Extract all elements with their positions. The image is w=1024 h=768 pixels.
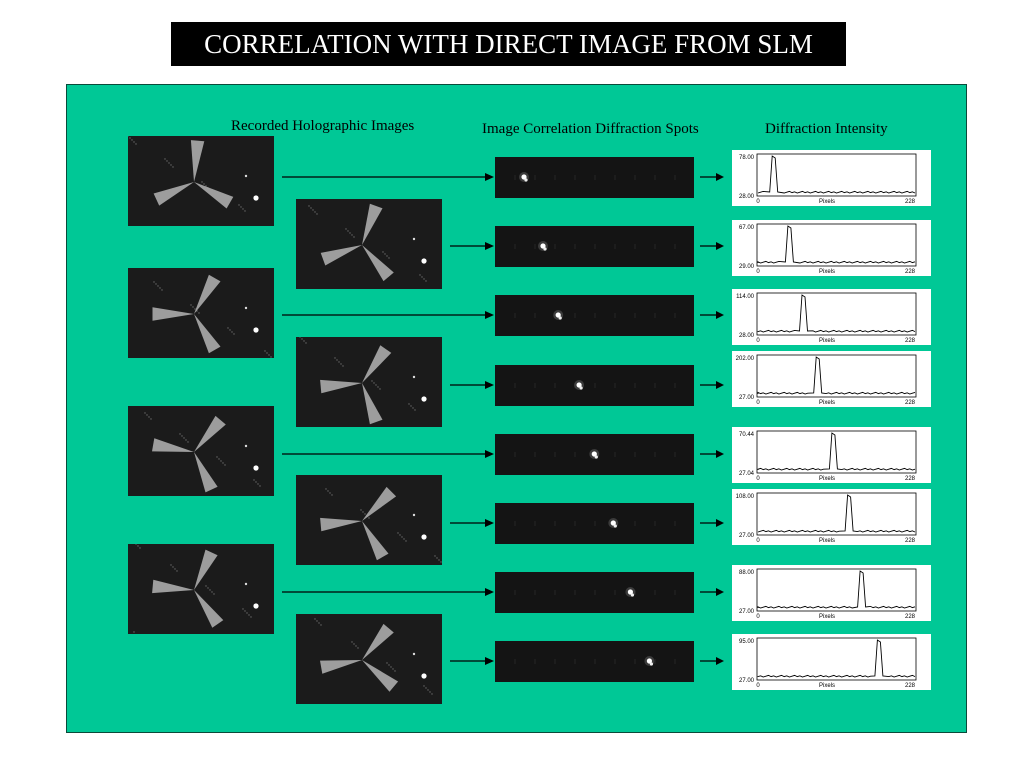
holographic-image xyxy=(296,614,442,704)
plot-ymax-label: 202.00 xyxy=(735,356,754,362)
plot-x-start-label: 0 xyxy=(756,476,760,482)
diffraction-spot-strip xyxy=(495,572,694,613)
arrow-to-plot xyxy=(700,518,726,528)
plot-x-start-label: 0 xyxy=(756,269,760,275)
plot-x-end-label: 228 xyxy=(904,614,916,620)
plot-x-start-label: 0 xyxy=(756,338,760,344)
holographic-image xyxy=(128,406,274,496)
plot-x-axis-label: Pixels xyxy=(818,614,836,620)
plot-ymax-label: 78.00 xyxy=(738,155,754,161)
plot-x-axis-label: Pixels xyxy=(818,683,836,689)
plot-x-end-label: 228 xyxy=(904,199,916,205)
plot-x-start-label: 0 xyxy=(756,199,760,205)
plot-x-axis-label: Pixels xyxy=(818,338,836,344)
holographic-image xyxy=(128,268,274,358)
plot-ymax-label: 67.00 xyxy=(738,225,754,231)
plot-x-end-label: 228 xyxy=(904,538,916,544)
holographic-image xyxy=(296,475,442,565)
plot-x-axis-label: Pixels xyxy=(818,269,836,275)
intensity-plot xyxy=(732,351,931,407)
diffraction-spot-strip xyxy=(495,157,694,198)
plot-x-end-label: 228 xyxy=(904,400,916,406)
intensity-plot xyxy=(732,634,931,690)
holographic-image xyxy=(296,337,442,427)
plot-x-axis-label: Pixels xyxy=(818,538,836,544)
intensity-plot xyxy=(732,220,931,276)
arrow-to-spot xyxy=(282,449,496,459)
intensity-plot xyxy=(732,150,931,206)
plot-ymax-label: 88.00 xyxy=(738,570,754,576)
plot-ymin-label: 28.00 xyxy=(738,333,754,339)
arrow-to-spot xyxy=(450,380,496,390)
holographic-image xyxy=(128,544,274,634)
plot-x-end-label: 228 xyxy=(904,269,916,275)
plot-ymin-label: 27.04 xyxy=(738,471,754,477)
plot-ymax-label: 108.00 xyxy=(735,494,754,500)
slide-title: CORRELATION WITH DIRECT IMAGE FROM SLM xyxy=(171,22,846,66)
intensity-plot xyxy=(732,565,931,621)
header-recorded-images: Recorded Holographic Images xyxy=(231,118,415,134)
arrow-to-plot xyxy=(700,310,726,320)
diffraction-spot-strip xyxy=(495,295,694,336)
intensity-plot xyxy=(732,489,931,545)
plot-ymin-label: 27.00 xyxy=(738,395,754,401)
plot-x-axis-label: Pixels xyxy=(818,400,836,406)
plot-ymin-label: 29.00 xyxy=(738,264,754,270)
arrow-to-spot xyxy=(282,172,496,182)
diffraction-spot-strip xyxy=(495,226,694,267)
plot-ymax-label: 95.00 xyxy=(738,639,754,645)
holographic-image xyxy=(128,136,274,226)
arrow-to-plot xyxy=(700,587,726,597)
arrow-to-plot xyxy=(700,241,726,251)
plot-x-start-label: 0 xyxy=(756,538,760,544)
plot-x-start-label: 0 xyxy=(756,683,760,689)
diffraction-spot-strip xyxy=(495,365,694,406)
arrow-to-spot xyxy=(450,656,496,666)
diffraction-spot-strip xyxy=(495,641,694,682)
arrow-to-spot xyxy=(450,241,496,251)
plot-ymax-label: 114.00 xyxy=(736,294,754,300)
arrow-to-spot xyxy=(282,587,496,597)
header-diffraction-intensity: Diffraction Intensity xyxy=(765,121,888,137)
plot-ymin-label: 27.00 xyxy=(738,533,754,539)
intensity-plot xyxy=(732,427,931,483)
plot-ymin-label: 27.00 xyxy=(738,609,754,615)
arrow-to-plot xyxy=(700,449,726,459)
header-diffraction-spots: Image Correlation Diffraction Spots xyxy=(482,121,699,137)
plot-x-end-label: 228 xyxy=(904,683,916,689)
diffraction-spot-strip xyxy=(495,503,694,544)
plot-x-end-label: 228 xyxy=(904,338,916,344)
plot-x-axis-label: Pixels xyxy=(818,476,836,482)
arrow-to-spot xyxy=(282,310,496,320)
diffraction-spot-strip xyxy=(495,434,694,475)
holographic-image xyxy=(296,199,442,289)
plot-ymax-label: 70.44 xyxy=(738,432,754,438)
arrow-to-spot xyxy=(450,518,496,528)
plot-x-end-label: 228 xyxy=(904,476,916,482)
arrow-to-plot xyxy=(700,656,726,666)
plot-ymin-label: 27.00 xyxy=(738,678,754,684)
plot-x-start-label: 0 xyxy=(756,614,760,620)
intensity-plot xyxy=(732,289,931,345)
plot-x-start-label: 0 xyxy=(756,400,760,406)
arrow-to-plot xyxy=(700,172,726,182)
arrow-to-plot xyxy=(700,380,726,390)
plot-ymin-label: 28.00 xyxy=(738,194,754,200)
plot-x-axis-label: Pixels xyxy=(818,199,836,205)
